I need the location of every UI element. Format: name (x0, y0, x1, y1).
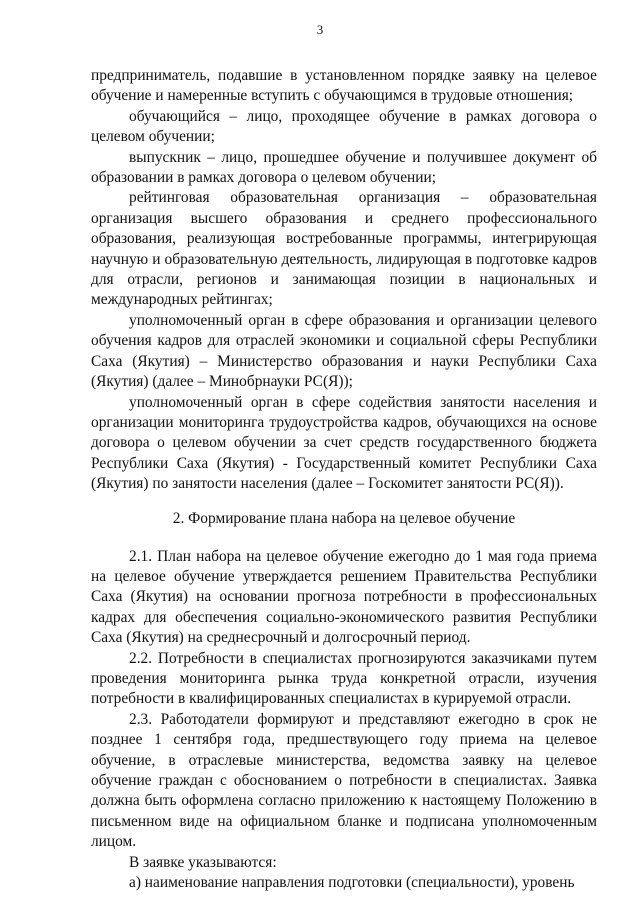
paragraph-definition-student: обучающийся – лицо, проходящее обучение в рамках договора о целевом обучении; (91, 107, 597, 146)
paragraph-2-1: 2.1. План набора на целевое обучение ежегодно до 1 мая года приема на целевое обучение утверждается решением Правительства Республики Саха (Якутия) на основании прогноза потребности в профессиональных кадрах для обеспечения социально-экономического развития Республики Саха (Якутия) на среднесрочный и долгосрочный период. (91, 547, 597, 647)
paragraph-2-3: 2.3. Работодатели формируют и представляют ежегодно в срок не позднее 1 сентября года, предшествующего году приема на целевое обучение, в отраслевые министерства, ведомства заявку на целевое обучение граждан с обоснованием о потребности в специалистах. Заявка должна быть оформлена согласно приложению к настоящему Положению в письменном виде на официальном бланке и подписана уполномоченным лицом. (91, 710, 597, 851)
paragraph-definition-employment-authority: уполномоченный орган в сфере содействия занятости населения и организации мониторинга трудоустройства кадров, обучающихся на основе договора о целевом обучении за счет средств государственного бюджета Республики Саха (Якутия) - Государственный комитет Республики Саха (Якутия) по занятости населения (далее – Госкомитет занятости РС(Я)). (91, 393, 597, 493)
paragraph-continuation: предприниматель, подавшие в установленном порядке заявку на целевое обучение и намеренные вступить с обучающимся в трудовые отношения; (91, 67, 597, 105)
page-number: 3 (316, 22, 324, 37)
paragraph-definition-graduate: выпускник – лицо, прошедшее обучение и получившее документ об образовании в рамках договора о целевом обучении; (91, 148, 597, 187)
paragraph-2-2: 2.2. Потребности в специалистах прогнозируются заказчиками путем проведения мониторинга рынка труда конкретной отрасли, изучения потребности в квалифицированных специалистах в курируемой отрасли. (91, 649, 597, 708)
paragraph-definition-rating-organization: рейтинговая образовательная организация – образовательная организация высшего образования и среднего профессионального образования, реализующая востребованные программы, интегрирующая научную и образовательную деятельность, лидирующая в подготовке кадров для отрасли, регионов и занимающая позиции в национальных и международных рейтингах; (91, 189, 597, 309)
section-heading: 2. Формирование плана набора на целевое обучение (172, 509, 516, 527)
document-body (91, 66, 597, 893)
list-item-a: а) наименование направления подготовки (специальности), уровень (129, 874, 575, 892)
paragraph-application-contents: В заявке указываются: (129, 853, 277, 871)
paragraph-definition-education-authority: уполномоченный орган в сфере образования и организации целевого обучения кадров для отраслей экономики и социальной сферы Республики Саха (Якутия) – Министерство образования и науки Республики Саха (Якутия) (далее – Минобрнауки РС(Я)); (91, 311, 597, 391)
